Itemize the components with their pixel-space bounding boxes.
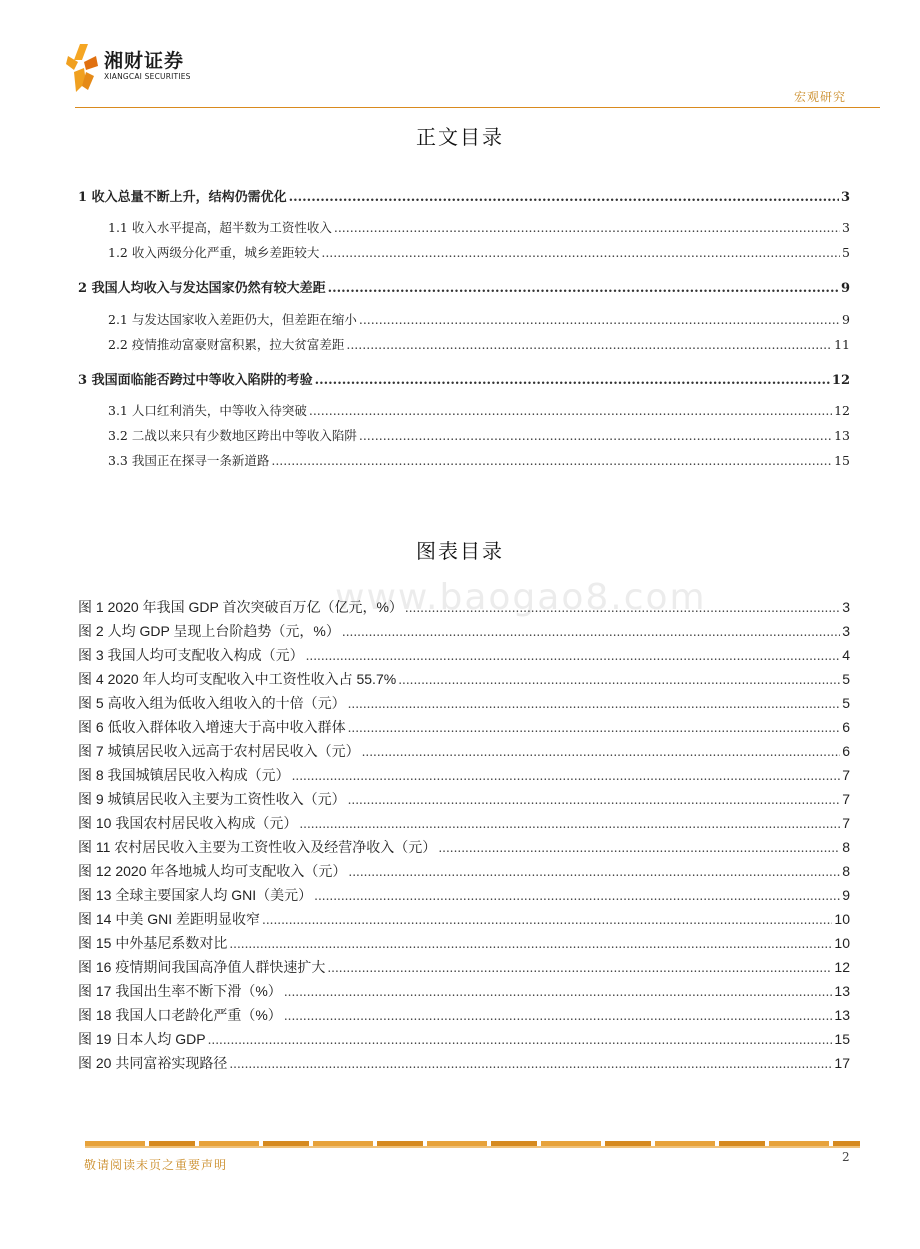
- leader-dots: [328, 281, 839, 296]
- figure-entry-page: 7: [842, 791, 850, 807]
- figure-entry-label: 图 20 共同富裕实现路径: [78, 1055, 228, 1071]
- leader-dots: [321, 245, 840, 260]
- leader-dots: [289, 190, 839, 205]
- figure-entry-page: 9: [842, 887, 850, 903]
- toc-entry-label: 1 收入总量不断上升，结构仍需优化: [78, 190, 287, 205]
- figure-entry-page: 10: [834, 911, 850, 927]
- figure-entry[interactable]: [78, 981, 850, 1001]
- figure-entry-label: 图 12 2020 年各地城人均可支配收入（元）: [78, 863, 347, 879]
- figure-entry-page: 13: [834, 983, 850, 999]
- page-header: [0, 0, 920, 110]
- leader-dots: [438, 841, 840, 855]
- figure-entry[interactable]: [78, 1053, 850, 1073]
- figure-entry-page: 13: [834, 1007, 850, 1023]
- toc-title: 正文目录: [416, 125, 504, 149]
- figure-entry-page: 3: [842, 599, 850, 615]
- toc-entry-label: 3 我国面临能否跨过中等收入陷阱的考验: [78, 373, 313, 388]
- leader-dots: [342, 625, 840, 639]
- header-divider: [75, 107, 880, 108]
- leader-dots: [309, 403, 832, 418]
- toc-entry-label: 1.2 收入两级分化严重，城乡差距较大: [108, 245, 320, 260]
- toc-entry-page: 3: [840, 190, 850, 205]
- figure-entry[interactable]: [78, 597, 850, 617]
- toc-entry-page: 12: [831, 373, 850, 388]
- figure-entry-label: 图 1 2020 年我国 GDP 首次突破百万亿（亿元，%）: [78, 599, 403, 615]
- toc-entry[interactable]: [108, 451, 850, 471]
- leader-dots: [348, 793, 841, 807]
- figure-entry[interactable]: [78, 909, 850, 929]
- figure-entry-page: 8: [842, 863, 850, 879]
- watermark: www.baogao8.com: [335, 577, 707, 618]
- figure-entry-label: 图 11 农村居民收入主要为工资性收入及经营净收入（元）: [78, 839, 437, 855]
- toc-entry-page: 13: [834, 428, 850, 443]
- leader-dots: [362, 745, 841, 759]
- figure-entry[interactable]: [78, 1005, 850, 1025]
- leader-dots: [229, 1057, 832, 1071]
- figure-entry-label: 图 8 我国城镇居民收入构成（元）: [78, 767, 290, 783]
- figure-entry-label: 图 10 我国农村居民收入构成（元）: [78, 815, 298, 831]
- figure-entry[interactable]: [78, 693, 850, 713]
- toc-entry[interactable]: [108, 218, 850, 238]
- figure-entry-page: 17: [834, 1055, 850, 1071]
- leader-dots: [306, 649, 841, 663]
- figure-entry-label: 图 18 我国人口老龄化严重（%）: [78, 1007, 282, 1023]
- logo-mark-icon: [66, 42, 100, 94]
- leader-dots: [346, 337, 832, 352]
- toc-entry-label: 2 我国人均收入与发达国家仍然有较大差距: [78, 281, 326, 296]
- toc-entry[interactable]: [108, 310, 850, 330]
- figure-entry-label: 图 19 日本人均 GDP: [78, 1031, 206, 1047]
- leader-dots: [398, 673, 840, 687]
- leader-dots: [299, 817, 840, 831]
- toc-entry[interactable]: [78, 277, 850, 297]
- toc-entry-page: 12: [834, 403, 850, 418]
- figure-entry[interactable]: [78, 645, 850, 665]
- figure-entry-label: 图 5 高收入组为低收入组收入的十倍（元）: [78, 695, 346, 711]
- leader-dots: [359, 312, 840, 327]
- figure-entry-label: 图 17 我国出生率不断下滑（%）: [78, 983, 282, 999]
- disclaimer-note: 敬请阅读末页之重要声明: [84, 1158, 228, 1172]
- leader-dots: [229, 937, 832, 951]
- figure-entry-page: 4: [842, 647, 850, 663]
- figure-entry-label: 图 3 我国人均可支配收入构成（元）: [78, 647, 304, 663]
- leader-dots: [348, 697, 841, 711]
- figure-entry-page: 5: [842, 671, 850, 687]
- toc-entry-page: 15: [834, 453, 850, 468]
- figure-entry-page: 6: [842, 743, 850, 759]
- leader-dots: [315, 373, 830, 388]
- figure-entry-page: 3: [842, 623, 850, 639]
- toc-entry-label: 2.1 与发达国家收入差距仍大，但差距在缩小: [108, 312, 357, 327]
- figure-entry-label: 图 7 城镇居民收入远高于农村居民收入（元）: [78, 743, 360, 759]
- toc-entry[interactable]: [108, 243, 850, 263]
- toc-entry[interactable]: [108, 335, 850, 355]
- page-number: 2: [842, 1150, 850, 1164]
- figure-entry-page: 12: [834, 959, 850, 975]
- figure-entry[interactable]: [78, 813, 850, 833]
- figure-entry-label: 图 14 中美 GNI 差距明显收窄: [78, 911, 261, 927]
- figure-entry[interactable]: [78, 933, 850, 953]
- logo-english-name: XIANGCAI SECURITIES: [104, 72, 191, 81]
- toc-entry-page: 9: [842, 312, 850, 327]
- leader-dots: [292, 769, 841, 783]
- figure-entry-page: 15: [834, 1031, 850, 1047]
- figure-entry-label: 图 2 人均 GDP 呈现上台阶趋势（元，%）: [78, 623, 340, 639]
- figure-entry-page: 6: [842, 719, 850, 735]
- figure-entry[interactable]: [78, 885, 850, 905]
- toc-entry-page: 3: [842, 220, 850, 235]
- leader-dots: [334, 220, 840, 235]
- figure-entry-label: 图 9 城镇居民收入主要为工资性收入（元）: [78, 791, 346, 807]
- toc-entry-label: 3.2 二战以来只有少数地区跨出中等收入陷阱: [108, 428, 357, 443]
- toc-entry-label: 3.3 我国正在探寻一条新道路: [108, 453, 270, 468]
- figure-entry-page: 5: [842, 695, 850, 711]
- report-category: 宏观研究: [793, 90, 846, 104]
- figure-entry[interactable]: [78, 1029, 850, 1049]
- figure-entry-page: 8: [842, 839, 850, 855]
- figure-entry[interactable]: [78, 621, 850, 641]
- figure-entry-label: 图 15 中外基尼系数对比: [78, 935, 228, 951]
- toc-entry-label: 3.1 人口红利消失，中等收入待突破: [108, 403, 307, 418]
- leader-dots: [405, 601, 840, 615]
- leader-dots: [284, 985, 833, 999]
- leader-dots: [262, 913, 832, 927]
- leader-dots: [284, 1009, 833, 1023]
- figure-entry[interactable]: [78, 789, 850, 809]
- toc-entry-label: 2.2 疫情推动富豪财富积累，拉大贫富差距: [108, 337, 345, 352]
- toc-entry[interactable]: [78, 186, 850, 206]
- figures-title: 图表目录: [416, 539, 504, 563]
- figure-entry-page: 7: [842, 815, 850, 831]
- toc-entry[interactable]: [78, 369, 850, 389]
- figure-entry[interactable]: [78, 837, 850, 857]
- leader-dots: [208, 1033, 833, 1047]
- toc-entry-label: 1.1 收入水平提高，超半数为工资性收入: [108, 220, 332, 235]
- leader-dots: [359, 428, 832, 443]
- logo-name: 湘财证券: [104, 50, 185, 72]
- leader-dots: [271, 453, 832, 468]
- leader-dots: [348, 721, 841, 735]
- toc-entry-page: 5: [842, 245, 850, 260]
- figure-entry[interactable]: [78, 765, 850, 785]
- figure-entry[interactable]: [78, 957, 850, 977]
- figure-entry[interactable]: [78, 741, 850, 761]
- leader-dots: [327, 961, 832, 975]
- toc-entry[interactable]: [108, 401, 850, 421]
- footer-divider-underline: [85, 1146, 860, 1148]
- leader-dots: [314, 889, 840, 903]
- figure-entry[interactable]: [78, 861, 850, 881]
- toc-entry[interactable]: [108, 426, 850, 446]
- company-logo: [66, 42, 226, 97]
- toc-entry-page: 9: [840, 281, 850, 296]
- figure-entry-label: 图 13 全球主要国家人均 GNI（美元）: [78, 887, 313, 903]
- figure-entry-label: 图 6 低收入群体收入增速大于高中收入群体: [78, 719, 346, 735]
- figure-entry-page: 7: [842, 767, 850, 783]
- leader-dots: [348, 865, 840, 879]
- figure-entry-label: 图 16 疫情期间我国高净值人群快速扩大: [78, 959, 326, 975]
- figure-entry[interactable]: [78, 669, 850, 689]
- figure-entry-page: 10: [834, 935, 850, 951]
- figure-entry[interactable]: [78, 717, 850, 737]
- figure-entry-label: 图 4 2020 年人均可支配收入中工资性收入占 55.7%: [78, 671, 397, 687]
- toc-entry-page: 11: [834, 337, 850, 352]
